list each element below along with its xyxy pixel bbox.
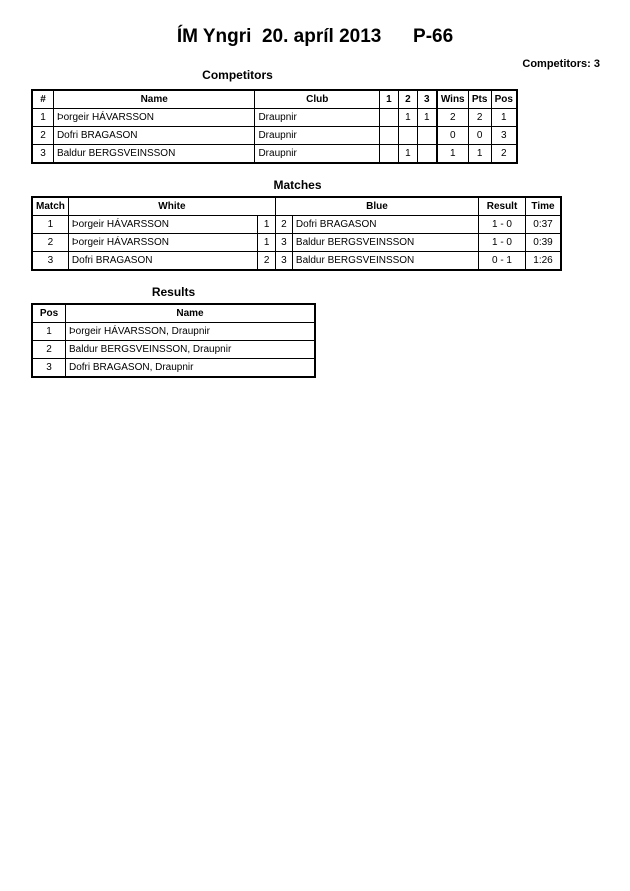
competitor-name: Dofri BRAGASON [53, 127, 255, 145]
competitor-name: Baldur BERGSVEINSSON [53, 145, 255, 164]
competitors-header-row [32, 90, 517, 109]
white-competitor: Þorgeir HÁVARSSON [68, 216, 258, 234]
results-title: Results [151, 285, 196, 299]
match-row [32, 252, 561, 271]
competitor-name: Þorgeir HÁVARSSON [53, 109, 255, 127]
matches-title: Matches [273, 178, 322, 192]
white-competitor-number: 1 [258, 216, 275, 234]
white-competitor-number: 2 [258, 252, 275, 271]
competitor-number: 1 [32, 109, 53, 127]
blue-competitor: Dofri BRAGASON [292, 216, 478, 234]
competitor-number: 3 [32, 145, 53, 164]
white-competitor-number: 1 [258, 234, 275, 252]
competitors-title: Competitors [202, 68, 273, 82]
competitor-club: Draupnir [255, 109, 380, 127]
competitor-round-2 [398, 127, 417, 145]
match-result: 1 - 0 [479, 234, 526, 252]
col-blue: Blue [275, 197, 478, 216]
col-pos: Pos [491, 90, 517, 109]
competitor-round-2: 1 [398, 145, 417, 164]
blue-competitor-number: 3 [275, 252, 292, 271]
match-number: 1 [32, 216, 68, 234]
competitor-points: 1 [468, 145, 491, 164]
competitors-table [31, 89, 518, 164]
result-row [32, 359, 315, 378]
match-result: 1 - 0 [479, 216, 526, 234]
matches-table [31, 196, 562, 271]
match-number: 2 [32, 234, 68, 252]
col-club: Club [255, 90, 380, 109]
match-result: 0 - 1 [479, 252, 526, 271]
col-time: Time [526, 197, 562, 216]
results-header-row [32, 304, 315, 323]
matches-header-row [32, 197, 561, 216]
competitor-row [32, 127, 517, 145]
competitor-round-2: 1 [398, 109, 417, 127]
result-position: 1 [32, 323, 66, 341]
competitor-number: 2 [32, 127, 53, 145]
col-r1: 1 [379, 90, 398, 109]
result-position: 3 [32, 359, 66, 378]
col-wins: Wins [437, 90, 468, 109]
competitor-club: Draupnir [255, 127, 380, 145]
result-row [32, 341, 315, 359]
competitor-round-1 [379, 109, 398, 127]
competitor-position: 2 [491, 145, 517, 164]
match-row [32, 216, 561, 234]
competitor-points: 0 [468, 127, 491, 145]
competitor-position: 1 [491, 109, 517, 127]
match-row [32, 234, 561, 252]
white-competitor: Þorgeir HÁVARSSON [68, 234, 258, 252]
competitor-position: 3 [491, 127, 517, 145]
col-result: Result [479, 197, 526, 216]
blue-competitor-number: 3 [275, 234, 292, 252]
results-table [31, 303, 316, 378]
col-r2: 2 [398, 90, 417, 109]
competitor-club: Draupnir [255, 145, 380, 164]
competitor-round-1 [379, 127, 398, 145]
result-position: 2 [32, 341, 66, 359]
col-name: Name [53, 90, 255, 109]
competitor-round-3: 1 [417, 109, 436, 127]
col-num: # [32, 90, 53, 109]
white-competitor: Dofri BRAGASON [68, 252, 258, 271]
col-match: Match [32, 197, 68, 216]
col-name: Name [66, 304, 316, 323]
blue-competitor: Baldur BERGSVEINSSON [292, 234, 478, 252]
match-number: 3 [32, 252, 68, 271]
page-title: ÍM Yngri 20. apríl 2013 P-66 [176, 26, 454, 47]
col-white: White [68, 197, 275, 216]
competitor-wins: 1 [437, 145, 468, 164]
result-row [32, 323, 315, 341]
col-pts: Pts [468, 90, 491, 109]
match-time: 1:26 [526, 252, 562, 271]
competitor-round-3 [417, 127, 436, 145]
result-name: Þorgeir HÁVARSSON, Draupnir [66, 323, 316, 341]
competitor-wins: 2 [437, 109, 468, 127]
competitor-row [32, 109, 517, 127]
match-time: 0:39 [526, 234, 562, 252]
competitors-count: Competitors: 3 [522, 58, 600, 70]
competitor-wins: 0 [437, 127, 468, 145]
blue-competitor: Baldur BERGSVEINSSON [292, 252, 478, 271]
blue-competitor-number: 2 [275, 216, 292, 234]
competitor-points: 2 [468, 109, 491, 127]
result-name: Dofri BRAGASON, Draupnir [66, 359, 316, 378]
col-r3: 3 [417, 90, 436, 109]
competitor-row [32, 145, 517, 164]
match-time: 0:37 [526, 216, 562, 234]
competitor-round-1 [379, 145, 398, 164]
result-name: Baldur BERGSVEINSSON, Draupnir [66, 341, 316, 359]
competitor-round-3 [417, 145, 436, 164]
col-pos: Pos [32, 304, 66, 323]
